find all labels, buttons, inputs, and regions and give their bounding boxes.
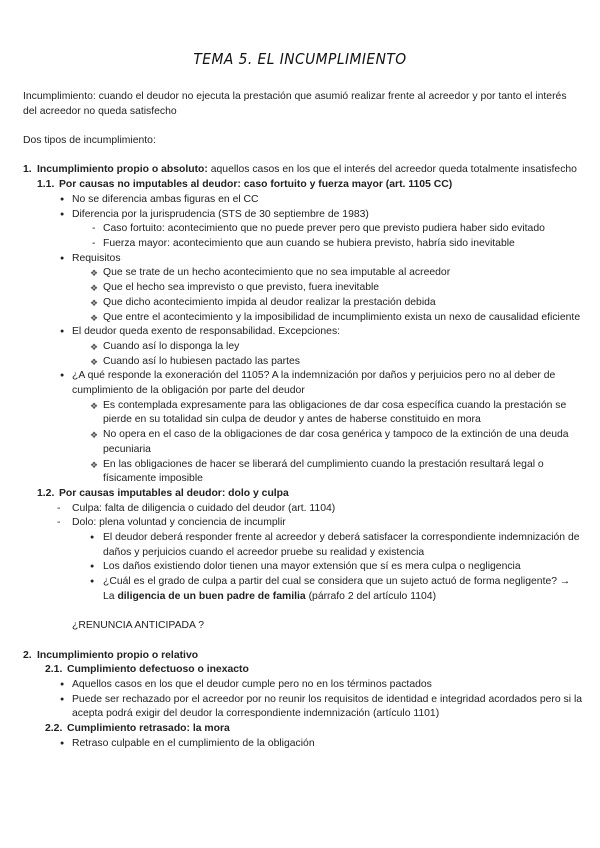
diamond-icon: ❖	[90, 341, 99, 352]
list-item	[60, 208, 583, 223]
list-item	[57, 502, 583, 517]
subsection-number: 2.2.	[45, 723, 63, 735]
item-text: Los daños existiendo dolor tienen una mayor extensión que sí es mera culpa o negligencia	[103, 561, 521, 573]
subsection-2-1	[45, 663, 583, 678]
list-item	[90, 399, 583, 428]
item-text: Requisitos	[72, 252, 121, 264]
subsection-number: 1.1.	[37, 179, 55, 191]
diamond-icon: ❖	[90, 356, 99, 367]
item-text: Que dicho acontecimiento impida al deudor realizar la prestación debida	[103, 296, 436, 308]
list-item	[60, 325, 583, 340]
item-text: Aquellos casos en los que el deudor cumple pero no en los términos pactados	[72, 679, 432, 691]
item-text: No se diferencia ambas figuras en el CC	[72, 193, 259, 205]
bullet-icon: ●	[60, 328, 65, 336]
item-text: Diferencia por la jurisprudencia (STS de 30 septiembre de 1983)	[72, 208, 369, 220]
item-text: Es contemplada expresamente para las obligaciones de dar cosa específica cuando la prestación se pierde en su totalidad sin culpa de deudor y antes de haberse constituido en mora	[103, 399, 567, 426]
list-item	[60, 693, 583, 722]
document-title: TEMA 5. EL INCUMPLIMIENTO	[193, 50, 407, 68]
item-text: No opera en el caso de la obligaciones de dar cosa genérica y tampoco de la extinción de una deuda pecuniaria	[103, 429, 569, 455]
list-item	[57, 516, 583, 531]
bullet-icon: ●	[90, 534, 95, 542]
item-text: Que entre el acontecimiento y la imposibilidad de incumplimiento exista un nexo de causalidad eficiente	[103, 311, 581, 323]
bullet-icon: ●	[60, 372, 65, 380]
section-title: Incumplimiento propio o absoluto:	[37, 164, 208, 176]
item-text: El deudor queda exento de responsabilidad. Excepciones:	[72, 326, 341, 338]
item-text: Que se trate de un hecho acontecimiento que no sea imputable al acreedor	[103, 267, 451, 279]
list-item	[60, 678, 583, 693]
item-emphasis: diligencia de un buen padre de familia	[117, 590, 306, 602]
list-item	[90, 355, 583, 370]
list-item	[60, 193, 583, 208]
list-item	[90, 428, 583, 457]
bullet-icon: ●	[60, 681, 65, 689]
subsection-number: 1.2.	[37, 487, 55, 499]
section-number: 2.	[23, 649, 32, 661]
subsection-1-1	[37, 178, 583, 193]
list-item	[90, 266, 583, 281]
subsection-title: Por causas no imputables al deudor: caso fortuito y fuerza mayor (art. 1105 CC)	[59, 179, 453, 191]
renuncia-note: ¿RENUNCIA ANTICIPADA ?	[72, 620, 205, 632]
types-heading: Dos tipos de incumplimiento:	[23, 135, 156, 147]
section-title: Incumplimiento propio o relativo	[37, 649, 199, 661]
item-text: (párrafo 2 del artículo 1104)	[305, 590, 437, 602]
item-text: Fuerza mayor: acontecimiento que aun cuando se hubiera previsto, habría sido inevitable	[103, 238, 515, 249]
list-item	[90, 560, 583, 575]
bullet-icon: ●	[60, 739, 65, 747]
subsection-title: Por causas imputables al deudor: dolo y culpa	[59, 487, 289, 499]
list-item	[92, 237, 583, 252]
item-text: El deudor deberá responder frente al acreedor y deberá satisfacer la correspondiente indemnización de daños y perjuicios cuando el acreedor pruebe su realidad y existencia	[103, 532, 580, 558]
subsection-number: 2.1.	[45, 664, 63, 676]
section-number: 1.	[23, 164, 32, 176]
diamond-icon: ❖	[90, 297, 99, 308]
item-text: Cuando así lo hubiesen pactado las partes	[103, 355, 300, 367]
item-text: Retraso culpable en el cumplimiento de la obligación	[72, 737, 315, 749]
subsection-title: Cumplimiento retrasado: la mora	[67, 723, 230, 735]
item-text: Culpa: falta de diligencia o cuidado del deudor (art. 1104)	[72, 502, 336, 514]
bullet-icon: ●	[60, 254, 65, 262]
item-text: ¿A qué responde la exoneración del 1105? A la indemnización por daños y perjuicios pero no al deber de cumplimiento de la obligación por parte del deudor	[72, 370, 556, 397]
dash-icon: -	[57, 517, 61, 529]
diamond-icon: ❖	[90, 312, 99, 323]
diamond-icon: ❖	[90, 268, 99, 279]
list-item	[90, 340, 583, 355]
item-text: Cuando así lo disponga la ley	[103, 340, 240, 352]
list-item	[90, 575, 583, 604]
list-item	[90, 281, 583, 296]
bullet-icon: ●	[90, 578, 95, 586]
item-text: ¿Cuál es el grado de culpa a partir del cual se considera que un sujeto actuó de forma negligente? → La	[103, 576, 571, 602]
list-item	[92, 222, 583, 237]
bullet-icon: ●	[60, 195, 65, 203]
list-item	[90, 311, 583, 326]
list-item	[60, 369, 583, 398]
item-text: Caso fortuito: acontecimiento que no puede prever pero que previsto pudiera haber sido evitado	[103, 223, 545, 235]
dash-icon: -	[57, 502, 61, 514]
subsection-2-2	[45, 722, 583, 737]
list-item	[90, 458, 583, 487]
section-1	[23, 163, 583, 178]
intro-paragraph: Incumplimiento: cuando el deudor no ejecuta la prestación que asumió realizar frente al acreedor y por tanto el interés del acreedor no queda satisfecho	[23, 91, 567, 117]
subsection-title: Cumplimiento defectuoso o inexacto	[67, 664, 249, 676]
section-2	[23, 649, 583, 664]
diamond-icon: ❖	[90, 459, 99, 470]
diamond-icon: ❖	[90, 283, 99, 294]
document-body	[23, 90, 583, 752]
item-text: En las obligaciones de hacer se liberará del cumplimiento cuando la prestación resultará legal o físicamente imposible	[103, 458, 544, 485]
bullet-icon: ●	[90, 563, 95, 571]
subsection-1-2	[37, 487, 583, 502]
list-item	[60, 737, 583, 752]
item-text: Puede ser rechazado por el acreedor por no reunir los requisitos de identidad e integridad acordados pero si la acepta podrá exigir del deudor la correspondiente indemnización (artículo 1101)	[72, 693, 583, 720]
bullet-icon: ●	[60, 695, 65, 703]
list-item	[90, 296, 583, 311]
diamond-icon: ❖	[90, 400, 99, 411]
section-text: aquellos casos en los que el interés del acreedor queda totalmente insatisfecho	[207, 164, 577, 176]
diamond-icon: ❖	[90, 430, 99, 441]
dash-icon: -	[92, 223, 96, 235]
item-text: Dolo: plena voluntad y conciencia de incumplir	[72, 517, 286, 529]
item-text: Que el hecho sea imprevisto o que previsto, fuera inevitable	[103, 282, 380, 294]
list-item	[90, 531, 583, 560]
dash-icon: -	[92, 238, 96, 249]
bullet-icon: ●	[60, 210, 65, 218]
list-item	[60, 252, 583, 267]
